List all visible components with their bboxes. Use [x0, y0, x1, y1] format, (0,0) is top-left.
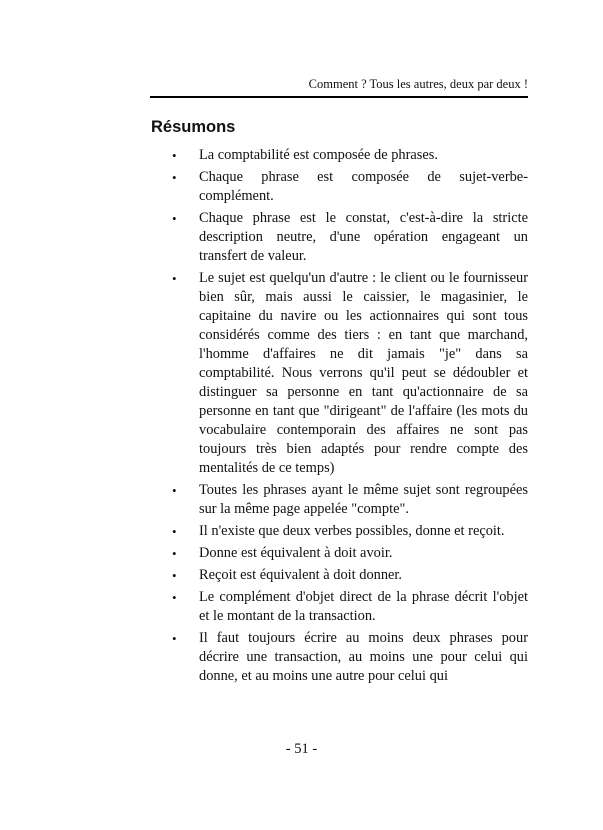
bullet-item — [172, 544, 528, 563]
bullet-icon: • — [172, 148, 177, 163]
bullet-icon: • — [172, 170, 177, 185]
bullet-item — [172, 209, 528, 266]
bullet-text: Il faut toujours écrire au moins deux phrases pour décrire une transaction, au moins une pour celui qui donne, et au moins une autre pour celui qui — [199, 630, 528, 684]
bullet-text: Toutes les phrases ayant le même sujet sont regroupées sur la même page appelée "compte". — [199, 482, 528, 517]
running-header-text: Comment ? Tous les autres, deux par deux ! — [308, 77, 528, 91]
bullet-icon: • — [172, 546, 177, 561]
bullet-text: La comptabilité est composée de phrases. — [199, 147, 438, 163]
bullet-text: Le complément d'objet direct de la phrase décrit l'objet et le montant de la transaction. — [199, 589, 528, 624]
bullet-text: Chaque phrase est composée de sujet-verbe-complément. — [199, 169, 528, 204]
bullet-text: Donne est équivalent à doit avoir. — [199, 545, 393, 561]
bullet-item — [172, 146, 528, 165]
bullet-item — [172, 269, 528, 478]
summary-bullet-list — [172, 146, 528, 689]
bullet-icon: • — [172, 631, 177, 646]
bullet-icon: • — [172, 590, 177, 605]
bullet-item — [172, 522, 528, 541]
bullet-icon: • — [172, 483, 177, 498]
bullet-text: Il n'existe que deux verbes possibles, donne et reçoit. — [199, 523, 505, 539]
bullet-text: Le sujet est quelqu'un d'autre : le client ou le fournisseur bien sûr, mais aussi le caissier, le magasinier, le capitaine du navire ou les actionnaires qui sont tous considérés comme des tiers : en tant que marchand, l'homme d'affaires ne dit jamais "je" dans sa comptabilité. Nous verrons qu'il peut se dédoubler et distinguer sa personne en tant qu'actionnaire de sa personne en tant que "dirigeant" de l'affaire (les mots du vocabulaire contemporain des affaires ne sont pas toujours très bien adaptés pour rendre compte des mentalités de ce temps) — [199, 270, 528, 476]
bullet-icon: • — [172, 211, 177, 226]
bullet-item — [172, 566, 528, 585]
bullet-text: Reçoit est équivalent à doit donner. — [199, 567, 403, 583]
page-number: - 51 - — [285, 741, 318, 757]
bullet-text: Chaque phrase est le constat, c'est-à-dire la stricte description neutre, d'une opération engageant un transfert de valeur. — [199, 210, 528, 264]
bullet-item — [172, 588, 528, 626]
bullet-icon: • — [172, 524, 177, 539]
bullet-item — [172, 629, 528, 686]
section-title: Résumons — [151, 118, 236, 136]
bullet-item — [172, 168, 528, 206]
bullet-icon: • — [172, 568, 177, 583]
bullet-icon: • — [172, 271, 177, 286]
bullet-item — [172, 481, 528, 519]
running-header — [150, 76, 528, 98]
